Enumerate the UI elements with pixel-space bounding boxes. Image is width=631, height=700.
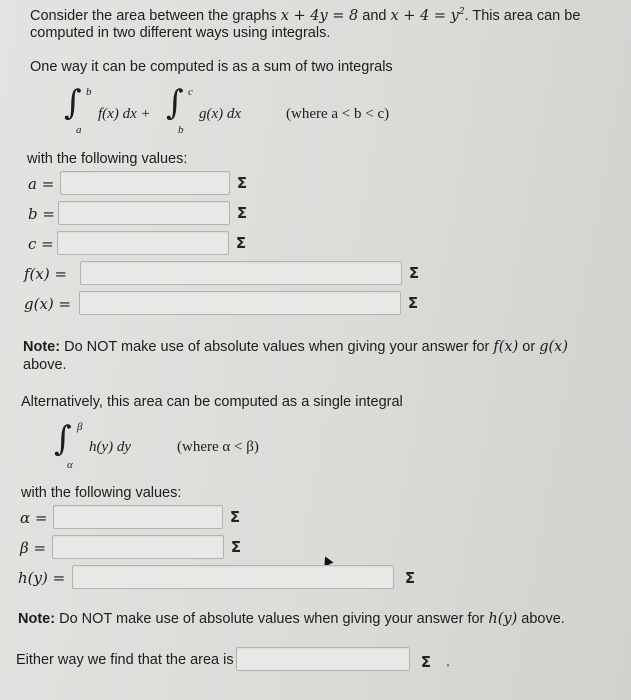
integral-3-body: h(y) dy [89, 439, 132, 455]
a-sigma-button[interactable]: Σ [236, 174, 248, 192]
equation-2 [391, 8, 465, 24]
gx-sigma-button[interactable]: Σ [407, 294, 419, 312]
label-beta [20, 538, 46, 559]
label-alpha [20, 508, 47, 529]
label-b [28, 204, 55, 225]
fx-input-field[interactable] [80, 261, 402, 285]
label-gx-text: g(x) = [24, 295, 72, 313]
integral-2-upper: c [188, 86, 193, 98]
a-input[interactable] [61, 172, 229, 194]
label-fx-text: f(x) = [24, 265, 68, 283]
beta-input-field[interactable] [52, 535, 224, 559]
gx-input[interactable] [80, 292, 400, 314]
c-sigma-button[interactable]: Σ [235, 234, 247, 252]
b-sigma-button[interactable]: Σ [236, 204, 248, 222]
note-1-text: Do NOT make use of absolute values when giving your answer for [60, 339, 494, 355]
integral-3-lower: α [67, 459, 73, 471]
part1-condition: (where a < b < c) [286, 106, 390, 122]
note-1-line-1 [23, 337, 568, 357]
label-a [28, 174, 54, 195]
label-c-text: c = [28, 235, 54, 253]
note-1-line-2: above. [23, 357, 67, 373]
label-gx [24, 294, 71, 315]
a-input-field[interactable] [60, 171, 230, 195]
label-a-text: a = [28, 175, 55, 193]
fx-input[interactable] [81, 262, 401, 284]
b-input-field[interactable] [58, 201, 230, 225]
note-1-fx: f(x) [493, 339, 519, 355]
hy-input[interactable] [73, 566, 393, 588]
integral-1-upper: b [86, 86, 92, 98]
alpha-input-field[interactable] [53, 505, 223, 529]
part1-heading: One way it can be computed is as a sum of two integrals [30, 59, 393, 75]
fx-sigma-button[interactable]: Σ [408, 264, 420, 282]
hy-sigma-button[interactable]: Σ [404, 569, 416, 587]
equation-2-body: x + 4 = y [390, 7, 459, 24]
note-2-hy: h(y) [488, 611, 518, 627]
intro-and: and [358, 7, 391, 24]
note-1-or: or [518, 339, 540, 355]
note-2-text-end: above. [517, 611, 565, 627]
integral-2-body: g(x) dx [199, 106, 242, 122]
label-c [28, 234, 54, 255]
integral-1-lower: a [76, 124, 82, 136]
equation-1: x + 4y = 8 [280, 7, 359, 24]
final-period: . [446, 654, 451, 670]
hy-input-field[interactable] [72, 565, 394, 589]
integral-3-upper: β [77, 421, 83, 433]
note-2 [18, 609, 565, 629]
beta-input[interactable] [53, 536, 223, 558]
integral-sign-3: ∫ [54, 419, 72, 459]
area-input-field[interactable] [236, 647, 410, 671]
integral-2-lower: b [178, 124, 184, 136]
part1-with-values: with the following values: [27, 151, 188, 167]
part2-heading: Alternatively, this area can be computed as a single integral [21, 394, 403, 410]
alpha-input[interactable] [54, 506, 222, 528]
intro-line-2: computed in two different ways using integrals. [30, 25, 331, 41]
c-input-field[interactable] [57, 231, 229, 255]
area-sigma-button[interactable]: Σ [420, 653, 432, 671]
intro-text: Consider the area between the graphs [30, 7, 281, 24]
integral-sign-1: ∫ [64, 83, 82, 123]
note-2-label: Note: [18, 611, 56, 627]
intro-text-end: . This area can be [464, 7, 581, 24]
integral-1-body: f(x) dx + [98, 106, 151, 122]
b-input[interactable] [59, 202, 229, 224]
label-alpha-text: α = [20, 509, 48, 527]
c-input[interactable] [58, 232, 228, 254]
label-hy [18, 568, 65, 589]
integral-sign-2: ∫ [166, 83, 184, 123]
equation-2-exponent: 2 [458, 7, 465, 17]
label-fx [24, 264, 67, 285]
label-hy-text: h(y) = [18, 569, 66, 587]
note-2-text: Do NOT make use of absolute values when giving your answer for [55, 611, 489, 627]
final-area-text: Either way we find that the area is [16, 652, 234, 668]
gx-input-field[interactable] [79, 291, 401, 315]
note-1-gx: g(x) [539, 339, 568, 355]
part2-condition: (where α < β) [177, 439, 259, 455]
label-beta-text: β = [20, 539, 47, 557]
part2-with-values: with the following values: [21, 485, 182, 501]
beta-sigma-button[interactable]: Σ [230, 538, 242, 556]
note-1-label: Note: [23, 339, 61, 355]
label-b-text: b = [28, 205, 55, 223]
area-input[interactable] [237, 648, 409, 670]
alpha-sigma-button[interactable]: Σ [229, 508, 241, 526]
